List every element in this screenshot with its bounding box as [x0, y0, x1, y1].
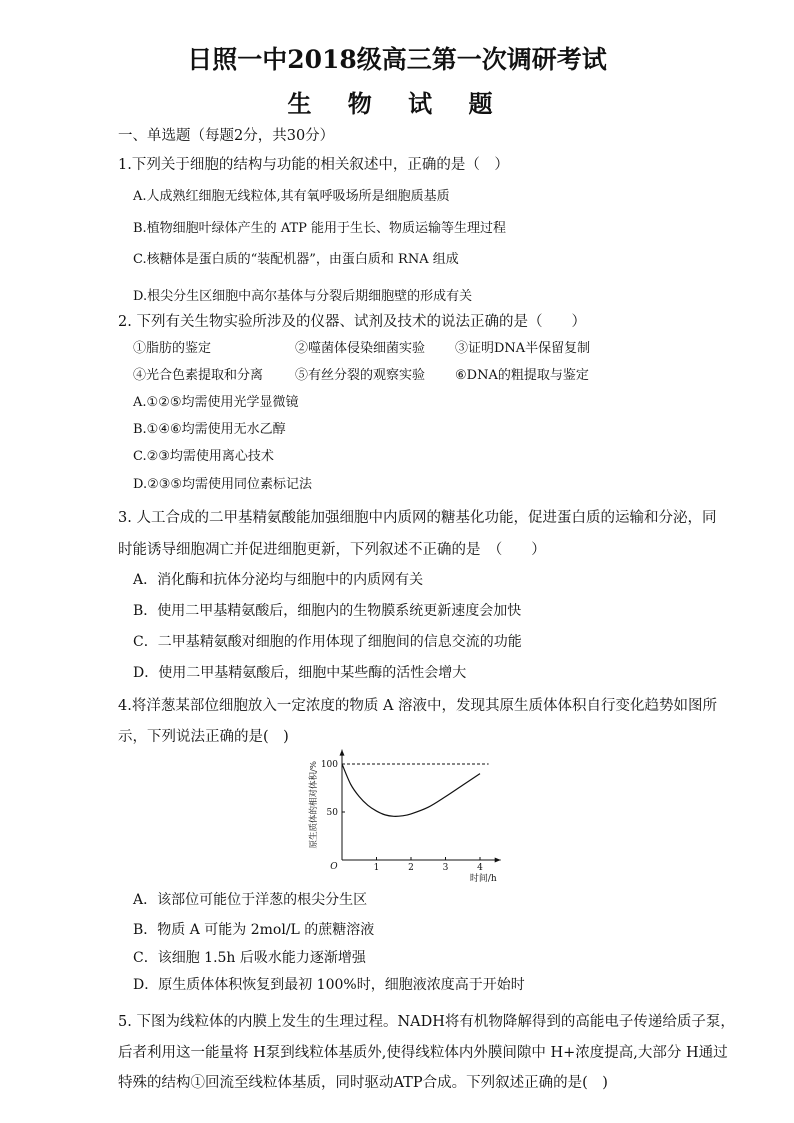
q4-option-c: C．该细胞 1.5h 后吸水能力逐渐增强	[133, 950, 366, 966]
q2-item: ①脂肪的鉴定	[133, 341, 212, 356]
exam-subtitle: 生 物 试 题	[287, 89, 507, 118]
q3-option-c: C．二甲基精氨酸对细胞的作用体现了细胞间的信息交流的功能	[133, 634, 522, 650]
q2-item: ⑥DNA的粗提取与鉴定	[455, 368, 589, 383]
q4-stem-line1: 4.将洋葱某部位细胞放入一定浓度的物质 A 溶液中，发现其原生质体体积自行变化趋势如图所	[118, 698, 718, 714]
q2-item: ③证明DNA半保留复制	[455, 341, 591, 356]
x-tick-label: 4	[477, 863, 483, 873]
q3-stem-line1: 3. 人工合成的二甲基精氨酸能加强细胞中内质网的糖基化功能，促进蛋白质的运输和分泌，同	[118, 510, 717, 526]
q1-option-b: B.植物细胞叶绿体产生的 ATP 能用于生长、物质运输等生理过程	[133, 221, 507, 236]
x-tick-label: 1	[373, 863, 380, 873]
volume-curve	[342, 764, 480, 816]
q2-option-d: D.②③⑤均需使用同位素标记法	[133, 477, 313, 492]
q2-item: ④光合色素提取和分离	[133, 368, 264, 383]
q3-stem-line2: 时能诱导细胞凋亡并促进细胞更新，下列叙述不正确的是 （ ）	[118, 542, 546, 558]
q4-option-b: B．物质 A 可能为 2mol/L 的蔗糖溶液	[133, 922, 375, 938]
q4-option-d: D．原生质体体积恢复到最初 100%时，细胞液浓度高于开始时	[133, 977, 525, 993]
q1-stem: 1.下列关于细胞的结构与功能的相关叙述中，正确的是（ ）	[118, 157, 509, 173]
q3-option-d: D．使用二甲基精氨酸后，细胞中某些酶的活性会增大	[133, 665, 467, 681]
q2-item: ②噬菌体侵染细菌实验	[295, 341, 426, 356]
y-axis-label: 原生质体的相对体积/%	[309, 761, 319, 849]
q2-option-a: A.①②⑤均需使用光学显微镜	[133, 395, 299, 410]
y-axis-arrow	[340, 750, 345, 756]
q2-stem: 2. 下列有关生物实验所涉及的仪器、试剂及技术的说法正确的是（ ）	[118, 314, 586, 330]
x-tick-label: 2	[408, 863, 414, 873]
q2-option-c: C.②③均需使用离心技术	[133, 449, 274, 464]
volume-chart	[300, 742, 520, 882]
q5-line1: 5. 下图为线粒体的内膜上发生的生理过程。NADH将有机物降解得到的高能电子传递给质子泵，	[118, 1014, 735, 1030]
q1-option-c: C.核糖体是蛋白质的“装配机器”，由蛋白质和 RNA 组成	[133, 252, 459, 267]
q5-line3: 特殊的结构①回流至线粒体基质，同时驱动ATP合成。下列叙述正确的是( )	[118, 1075, 608, 1091]
q1-option-d: D.根尖分生区细胞中高尔基体与分裂后期细胞壁的形成有关	[133, 289, 473, 304]
y-tick-label: 50	[326, 808, 338, 818]
q4-option-a: A．该部位可能位于洋葱的根尖分生区	[133, 892, 368, 908]
q3-option-b: B．使用二甲基精氨酸后，细胞内的生物膜系统更新速度会加快	[133, 603, 522, 619]
q5-line2: 后者利用这一能量将 H泵到线粒体基质外,使得线粒体内外膜间隙中 H+浓度提高,大部分 H通过	[118, 1045, 728, 1061]
q4-stem-line2: 示，下列说法正确的是( )	[118, 729, 289, 745]
x-axis-label: 时间/h	[469, 874, 497, 882]
q2-item: ⑤有丝分裂的观察实验	[295, 368, 426, 383]
y-tick-label: 100	[320, 760, 338, 770]
origin-label: O	[330, 862, 338, 872]
x-axis-arrow	[495, 858, 501, 863]
exam-title: 日照一中2018级高三第一次调研考试	[187, 45, 607, 74]
q3-option-a: A．消化酶和抗体分泌均与细胞中的内质网有关	[133, 572, 424, 588]
q1-option-a: A.人成熟红细胞无线粒体,其有氧呼吸场所是细胞质基质	[133, 189, 450, 204]
section-heading: 一、单选题（每题2分，共30分）	[118, 128, 335, 144]
q2-option-b: B.①④⑥均需使用无水乙醇	[133, 422, 286, 437]
x-tick-label: 3	[442, 863, 449, 873]
